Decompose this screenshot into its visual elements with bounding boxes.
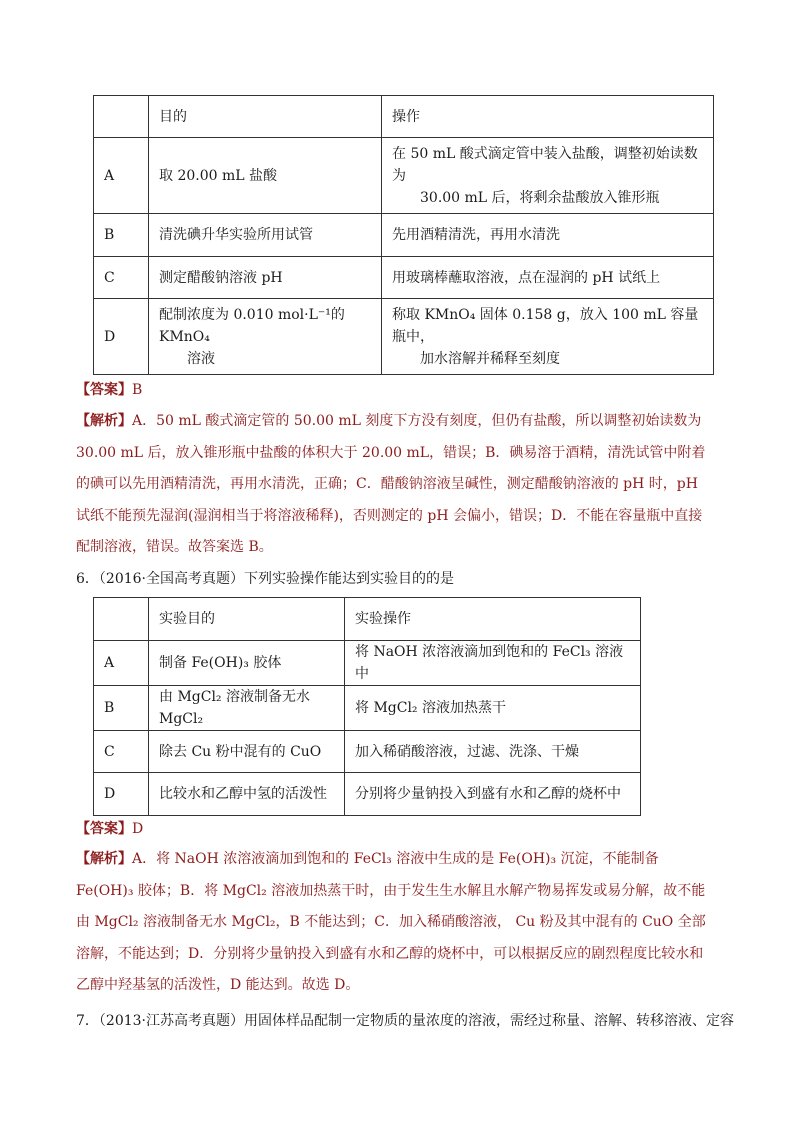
row-label: D	[94, 773, 149, 816]
row-purpose-line1: 配制浓度为 0.010 mol·L⁻¹的 KMnO₄	[159, 306, 345, 345]
row-operation	[382, 299, 714, 375]
answer-tag: 【答案】	[76, 821, 132, 837]
table-2	[93, 597, 641, 816]
header-cell-label	[94, 598, 149, 641]
row-label: C	[94, 731, 149, 773]
analysis-text: A．50 mL 酸式滴定管的 50.00 mL 刻度下方没有刻度，但仍有盐酸，所以调整初始读数为 30.00 mL 后，放入锥形瓶中盐酸的体积大于 20.00 mL，错误；B．碘易溶于酒精，清洗试管中附着的碘可以先用酒精清洗，再用水清洗，正确；C．醋酸钠溶液呈碱性，测定醋酸钠溶液的 pH 时，pH 试纸不能预先湿润(湿润相当于将溶液稀释)，否则测定的 pH 会偏小，错误；D．不能在容量瓶中直接配制溶液，错误。故答案选 B。	[76, 413, 706, 555]
row-label: A	[94, 138, 149, 214]
table-row	[94, 299, 714, 375]
row-purpose: 比较水和乙醇中氢的活泼性	[149, 773, 345, 816]
row-operation	[382, 138, 714, 214]
row-purpose	[149, 299, 382, 375]
row-label: A	[94, 641, 149, 686]
table-row	[94, 686, 641, 731]
row-purpose: 清洗碘升华实验所用试管	[149, 214, 382, 257]
table-1	[93, 95, 714, 375]
row-operation: 将 MgCl₂ 溶液加热蒸干	[345, 686, 641, 731]
row-purpose: 除去 Cu 粉中混有的 CuO	[149, 731, 345, 773]
row-label: B	[94, 686, 149, 731]
analysis-tag: 【解析】	[76, 413, 132, 429]
row-operation: 加入稀硝酸溶液，过滤、洗涤、干燥	[345, 731, 641, 773]
row-operation-line1: 称取 KMnO₄ 固体 0.158 g，放入 100 mL 容量瓶中，	[392, 306, 699, 345]
row-operation-line1: 在 50 mL 酸式滴定管中装入盐酸，调整初始读数为	[392, 145, 698, 184]
answer-tag: 【答案】	[76, 382, 132, 398]
row-operation: 用玻璃棒蘸取溶液，点在湿润的 pH 试纸上	[382, 257, 714, 299]
row-label: D	[94, 299, 149, 375]
row-purpose: 取 20.00 mL 盐酸	[149, 138, 382, 214]
analysis-tag: 【解析】	[76, 851, 132, 867]
table-row	[94, 138, 714, 214]
row-purpose: 由 MgCl₂ 溶液制备无水 MgCl₂	[149, 686, 345, 731]
header-cell-label	[94, 96, 149, 138]
analysis-text: A．将 NaOH 浓溶液滴加到饱和的 FeCl₃ 溶液中生成的是 Fe(OH)₃ 沉淀，不能制备 Fe(OH)₃ 胶体；B．将 MgCl₂ 溶液加热蒸干时，由于发生生水解且水解产物易挥发或易分解，故不能由 MgCl₂ 溶液制备无水 MgCl₂，B 不能达到；C．加入稀硝酸溶液， Cu 粉及其中混有的 CuO 全部溶解，不能达到；D．分别将少量钠投入到盛有水和乙醇的烧杯中，可以根据反应的剧烈程度比较水和乙醇中羟基氢的活泼性，D 能达到。故选 D。	[76, 851, 706, 993]
row-operation: 先用酒精清洗，再用水清洗	[382, 214, 714, 257]
row-operation-line2: 加水溶解并稀释至刻度	[420, 350, 560, 367]
table-row	[94, 773, 641, 816]
answer-1	[76, 378, 716, 402]
table-row	[94, 641, 641, 686]
table-row	[94, 257, 714, 299]
header-cell-purpose: 目的	[149, 96, 382, 138]
question-6: 6．（2016·全国高考真题）下列实验操作能达到实验目的的是	[76, 571, 454, 587]
answer-value: B	[132, 382, 143, 398]
question-7: 7．（2013·江苏高考真题）用固体样品配制一定物质的量浓度的溶液，需经过称量、溶解、转移溶液、定容	[76, 1013, 734, 1029]
table-header-row	[94, 96, 714, 138]
row-operation-line2: 30.00 mL 后，将剩余盐酸放入锥形瓶	[420, 189, 660, 206]
analysis-2	[76, 844, 716, 1002]
answer-2	[76, 817, 716, 841]
row-operation: 分别将少量钠投入到盛有水和乙醇的烧杯中	[345, 773, 641, 816]
header-cell-operation: 实验操作	[345, 598, 641, 641]
row-label: C	[94, 257, 149, 299]
header-cell-purpose: 实验目的	[149, 598, 345, 641]
answer-value: D	[132, 821, 144, 837]
table-row	[94, 214, 714, 257]
row-operation: 将 NaOH 浓溶液滴加到饱和的 FeCl₃ 溶液中	[345, 641, 641, 686]
row-purpose: 制备 Fe(OH)₃ 胶体	[149, 641, 345, 686]
row-label: B	[94, 214, 149, 257]
table-row	[94, 731, 641, 773]
header-cell-operation: 操作	[382, 96, 714, 138]
row-purpose-line2: 溶液	[187, 350, 215, 367]
row-purpose: 测定醋酸钠溶液 pH	[149, 257, 382, 299]
analysis-1	[76, 406, 716, 564]
table-header-row	[94, 598, 641, 641]
